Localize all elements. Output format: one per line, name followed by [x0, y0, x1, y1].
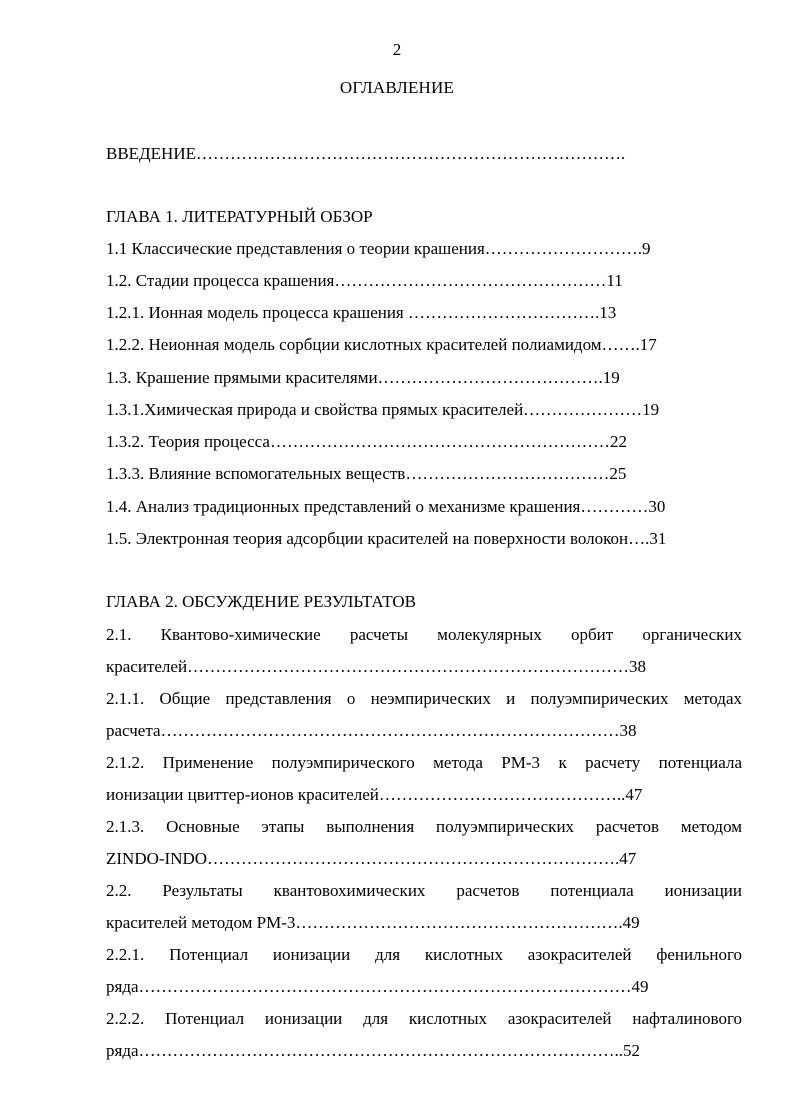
toc-entry-2-1-2-b: ионизации цвиттер-ионов красителей……………………………………..47	[106, 785, 643, 804]
page-number: 2	[392, 40, 402, 59]
toc-entry-2-2-1-b: ряда……………………………………………………………………………49	[106, 977, 649, 996]
toc-entry-2-1-3-a: 2.1.3. Основные этапы выполнения полуэмпирических расчетов методом	[106, 817, 742, 836]
toc-entry-2-2-a: 2.2. Результаты квантовохимических расчетов потенциала ионизации	[106, 881, 742, 900]
toc-entry-2-2-2-a: 2.2.2. Потенциал ионизации для кислотных азокрасителей нафталинового	[106, 1009, 742, 1028]
chapter-2-heading: ГЛАВА 2. ОБСУЖДЕНИЕ РЕЗУЛЬТАТОВ	[106, 592, 416, 611]
toc-entry-1-3-1: 1.3.1.Химическая природа и свойства прямых красителей…………………19	[106, 400, 660, 419]
toc-entry-1-2-2: 1.2.2. Неионная модель сорбции кислотных красителей полиамидом…….17	[106, 335, 657, 354]
toc-entry-1-1: 1.1 Классические представления о теории крашения……………………….9	[106, 239, 651, 258]
page-title: ОГЛАВЛЕНИЕ	[339, 78, 455, 97]
toc-entry-2-1-a: 2.1. Квантово-химические расчеты молекулярных орбит органических	[106, 625, 742, 644]
toc-entry-2-1-1-a: 2.1.1. Общие представления о неэмпирических и полуэмпирических методах	[106, 689, 742, 708]
toc-entry-1-3-2: 1.3.2. Теория процесса……………………………………………………22	[106, 432, 627, 451]
toc-entry-1-5: 1.5. Электронная теория адсорбции красителей на поверхности волокон….31	[106, 529, 667, 548]
toc-entry-2-2-1-a: 2.2.1. Потенциал ионизации для кислотных азокрасителей фенильного	[106, 945, 742, 964]
toc-intro: ВВЕДЕНИЕ………………………………………………………………….	[106, 144, 626, 163]
toc-entry-1-2-1: 1.2.1. Ионная модель процесса крашения …………………………….13	[106, 303, 617, 322]
toc-entry-2-1-3-b: ZINDO-INDO……………………………………………………………….47	[106, 849, 637, 868]
toc-entry-1-3-3: 1.3.3. Влияние вспомогательных веществ………………………………25	[106, 464, 627, 483]
toc-entry-2-1-b: красителей……………………………………………………………………38	[106, 657, 647, 676]
toc-entry-2-2-b: красителей методом РМ-3………………………………………………….49	[106, 913, 640, 932]
toc-entry-1-4: 1.4. Анализ традиционных представлений о механизме крашения…………30	[106, 497, 666, 516]
toc-entry-2-2-2-b: ряда…………………………………………………………………………..52	[106, 1041, 641, 1060]
toc-entry-2-1-1-b: расчета………………………………………………………………………38	[106, 721, 637, 740]
toc-entry-2-1-2-a: 2.1.2. Применение полуэмпирического метода РМ-3 к расчету потенциала	[106, 753, 742, 772]
chapter-1-heading: ГЛАВА 1. ЛИТЕРАТУРНЫЙ ОБЗОР	[106, 207, 373, 226]
toc-entry-1-2: 1.2. Стадии процесса крашения…………………………………………11	[106, 271, 623, 290]
toc-entry-1-3: 1.3. Крашение прямыми красителями………………………………….19	[106, 368, 620, 387]
